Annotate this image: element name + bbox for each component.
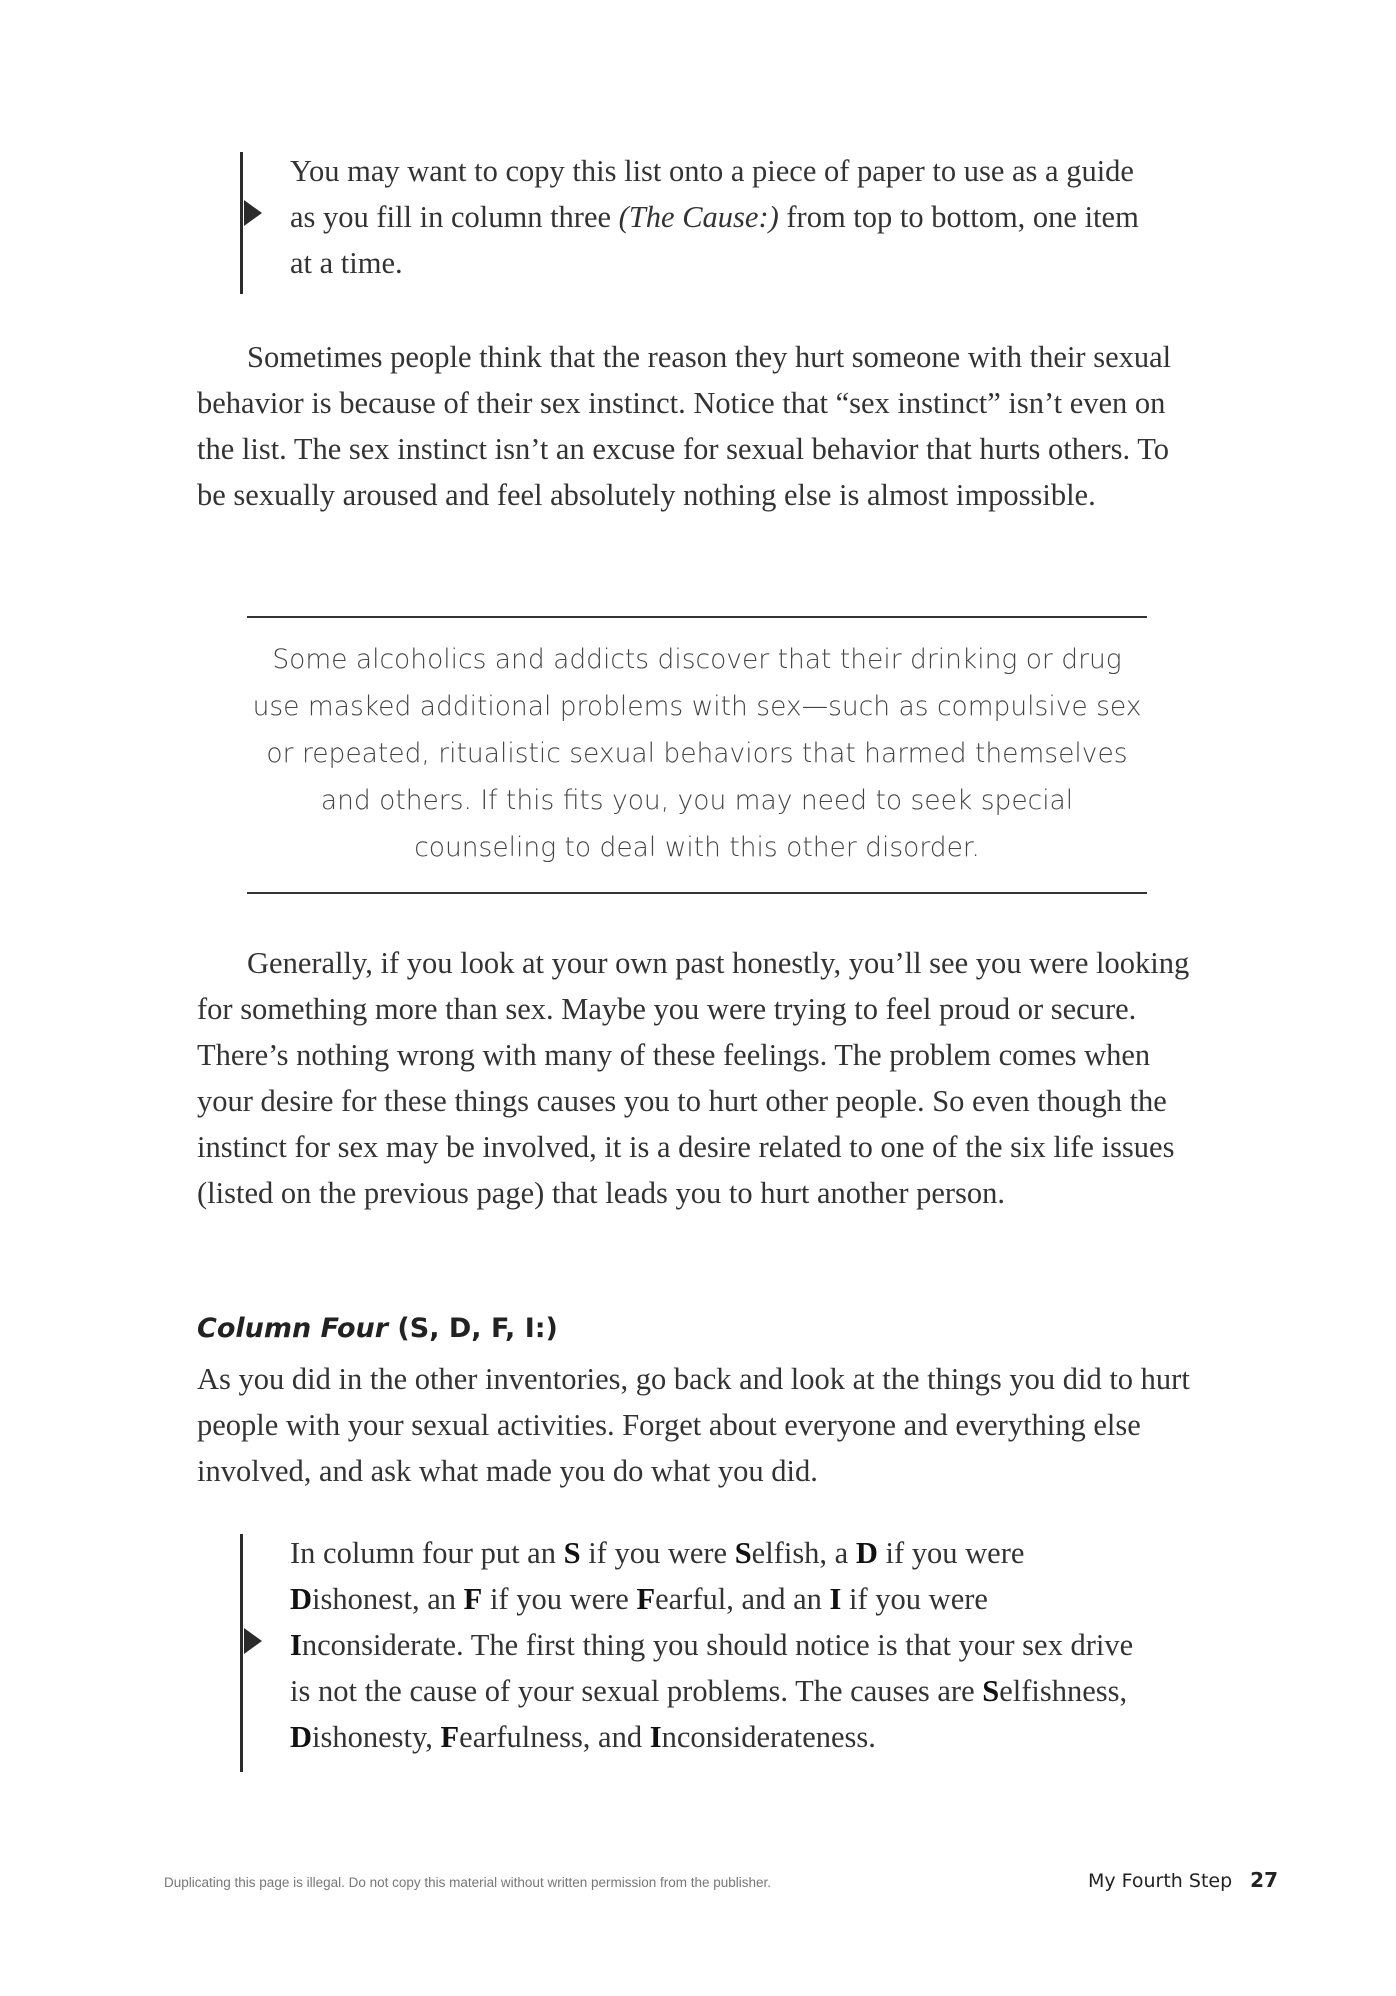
sidebar-box <box>247 616 1147 894</box>
paragraph-generally: Generally, if you look at your own past honestly, you’ll see you were looking for something more than sex. Maybe you were trying to feel proud or secure. There’s nothing wrong with many of these feelings. The problem comes when your desire for these things causes you to hurt other people. So even though the instinct for sex may be involved, it is a desire related to one of the six life issues (listed on the previous page) that leads you to hurt another person. <box>197 946 1190 1210</box>
paragraph-sex-instinct: Sometimes people think that the reason they hurt someone with their sexual behavior is because of their sex instinct. Notice that “sex instinct” isn’t even on the list. The sex instinct isn’t an excuse for sexual behavior that hurts others. To be sexually aroused and feel absolutely nothing else is almost impossible. <box>197 340 1172 512</box>
callout-bar <box>240 1534 243 1772</box>
callout-copy-list <box>240 148 1160 288</box>
sidebar-text: Some alcoholics and addicts discover that their drinking or drug use masked additional problems with sex—such as compulsive sex or repeated, ritualistic sexual behaviors that harmed themselves and others. If this fits you, you may need to seek special counseling to deal with this other disorder. <box>252 644 1142 863</box>
section-heading-column-four: Column Four (S, D, F, I:) <box>197 1313 558 1344</box>
running-footer <box>1088 1868 1278 1892</box>
callout-text: In column four put an S if you were Selfish, a D if you were Dishonest, an F if you were Fearful, and an I if you were Inconsiderate. The first thing you should notice is that your sex drive is not the cause of your sexual problems. The causes are Selfishness, Dishonesty, Fearfulness, and Inconsiderateness. <box>290 1536 1134 1754</box>
callout-column-four <box>240 1530 1160 1766</box>
callout-arrow-icon <box>244 1628 262 1654</box>
page-number: 27 <box>1250 1868 1278 1892</box>
callout-text: You may want to copy this list onto a piece of paper to use as a guide as you fill in column three (The Cause:) from top to bottom, one item at a time. <box>290 154 1139 280</box>
book-title: My Fourth Step <box>1087 1870 1233 1892</box>
copyright-notice: Duplicating this page is illegal. Do not copy this material without written permission from the publisher. <box>164 1875 772 1890</box>
callout-arrow-icon <box>244 200 262 226</box>
callout-bar <box>240 152 243 294</box>
paragraph-inventories: As you did in the other inventories, go back and look at the things you did to hurt people with your sexual activities. Forget about everyone and everything else involved, and ask what made you do what you did. <box>197 1362 1190 1488</box>
